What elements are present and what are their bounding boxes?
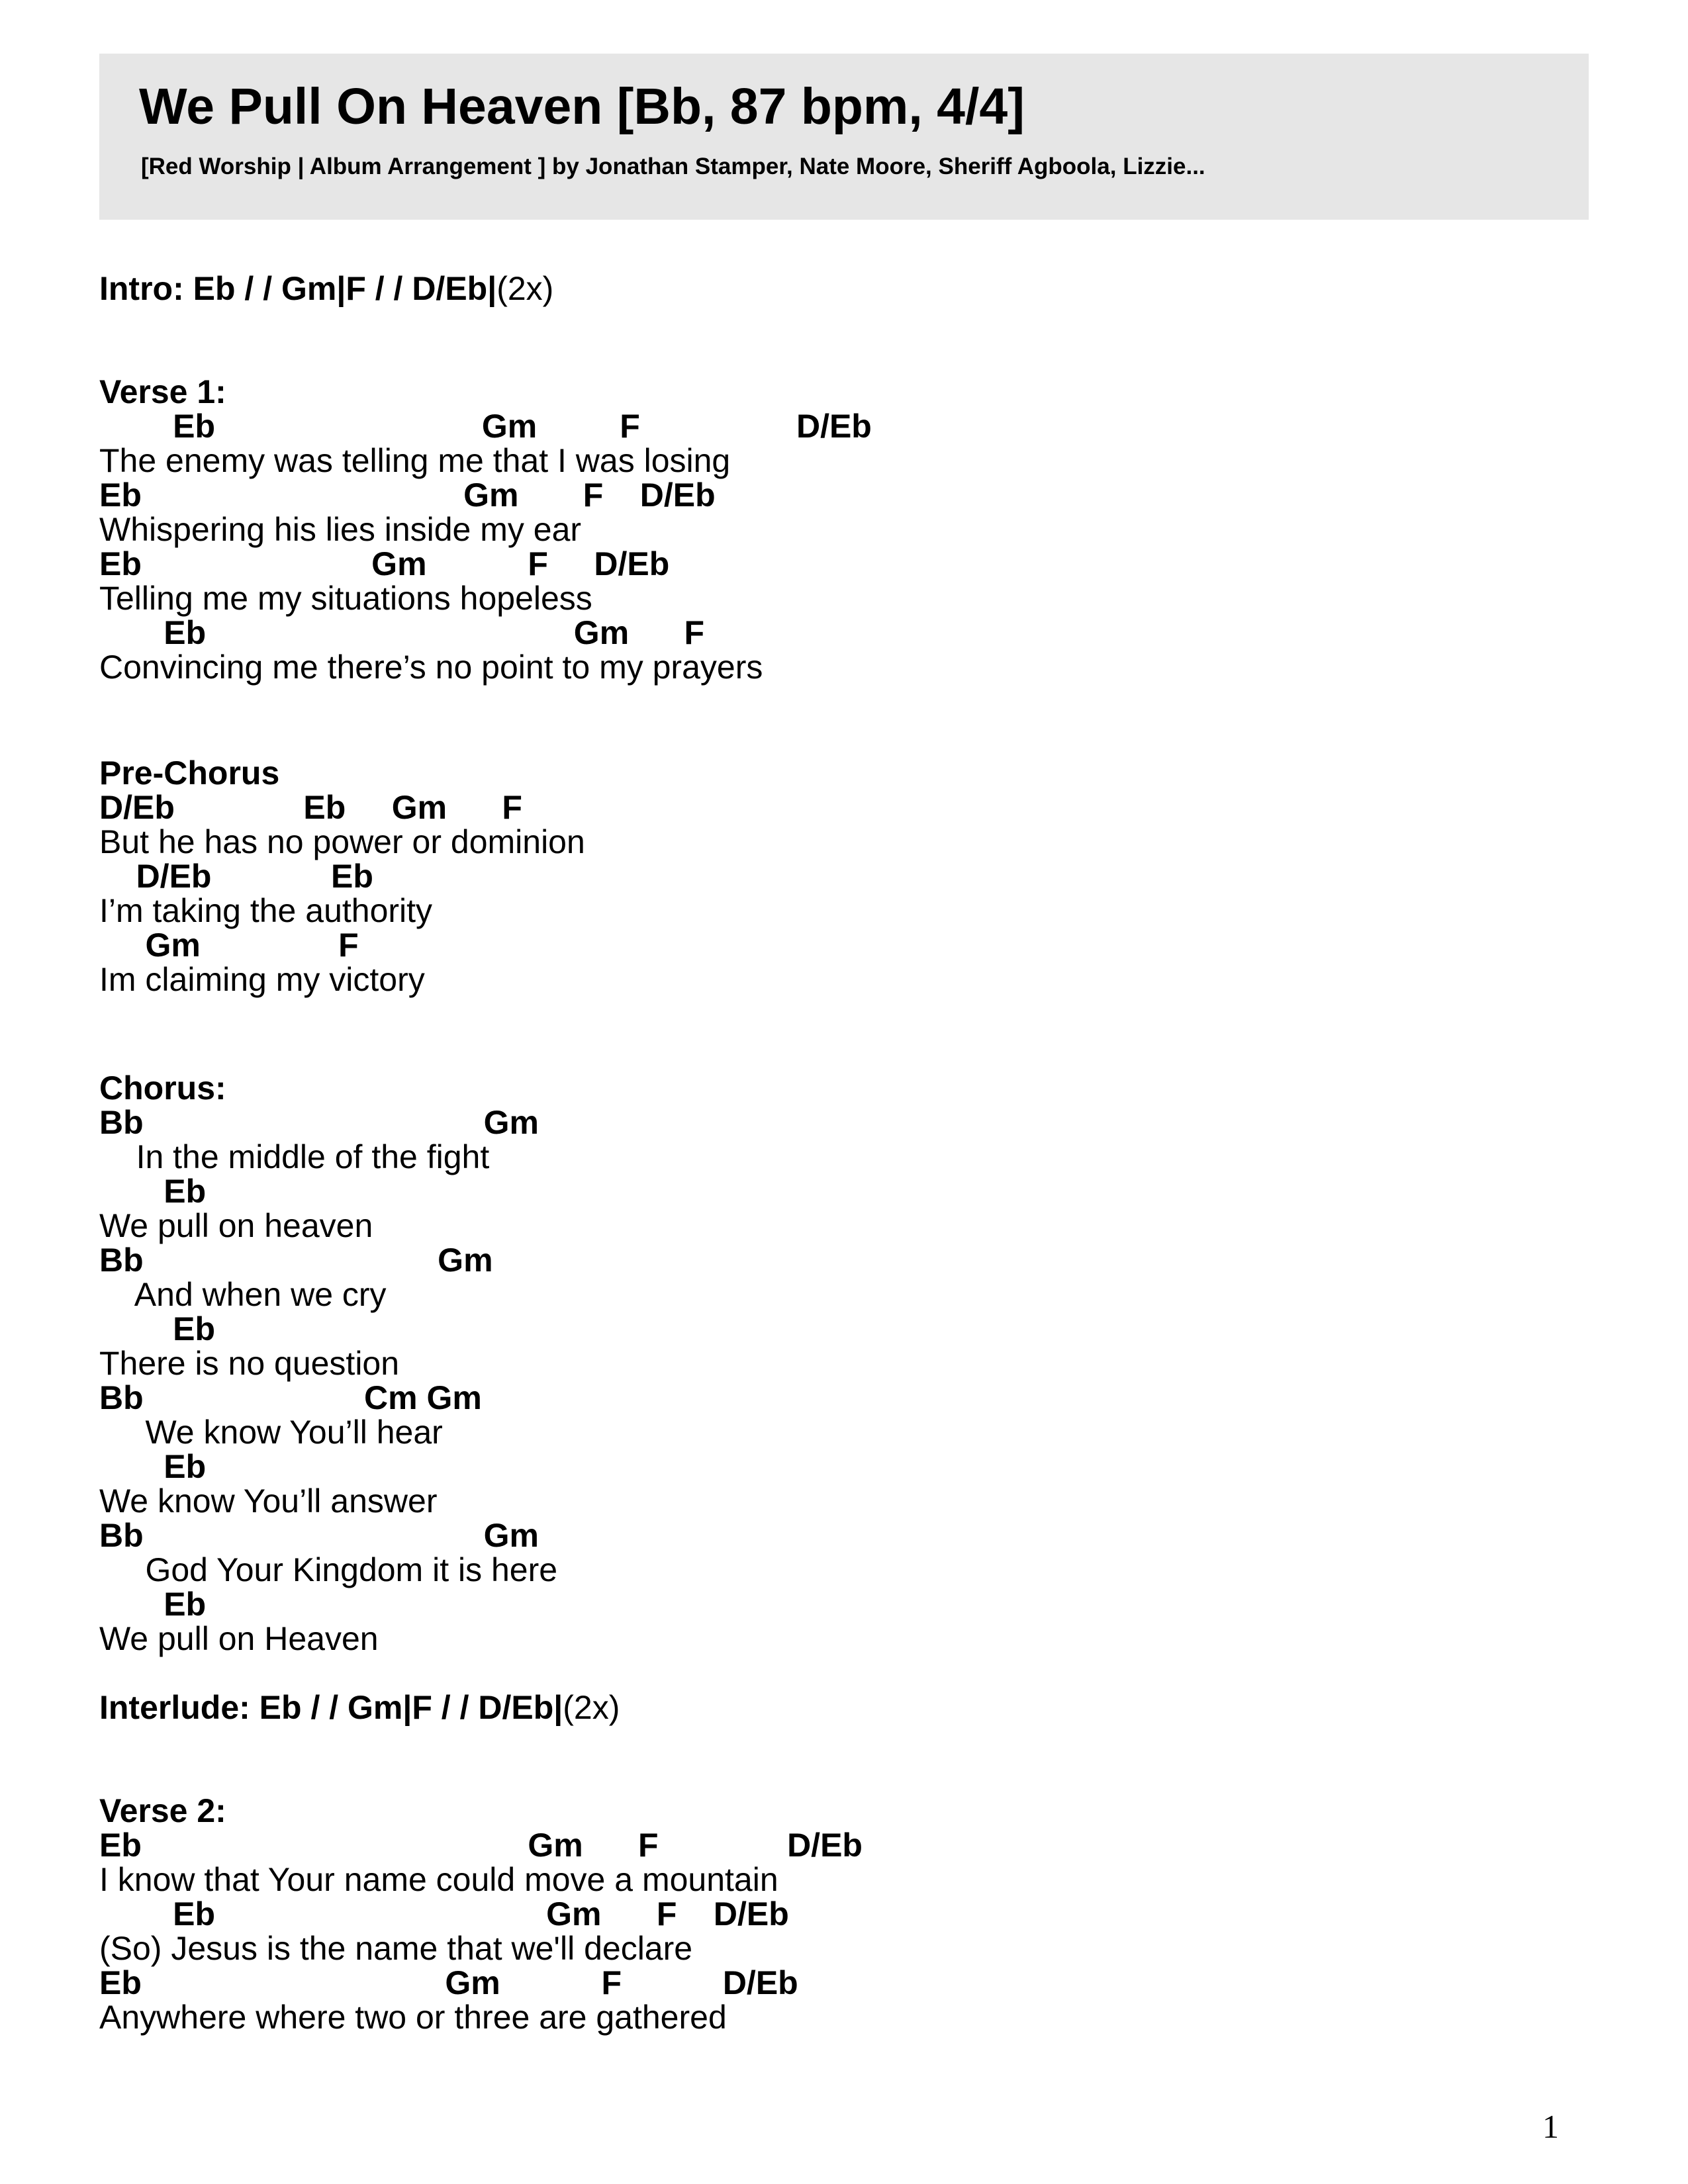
song-header-box	[99, 54, 1589, 220]
label-line-line	[99, 1690, 872, 1725]
chord-line: Eb Gm F D/Eb	[99, 1964, 798, 2001]
header-line: Verse 2:	[99, 1792, 226, 1829]
chord-line: Eb	[99, 1586, 207, 1623]
chord-line: Eb Gm F	[99, 614, 705, 651]
chord-line: D/Eb Eb Gm F	[99, 789, 522, 826]
section-label-chords: Interlude: Eb / / Gm|F / / D/Eb|	[99, 1689, 563, 1726]
chord-line: Eb	[99, 1310, 216, 1347]
song-subtitle: [Red Worship | Album Arrangement ] by Jonathan Stamper, Nate Moore, Sheriff Agboola, Lizzie...	[141, 154, 1205, 179]
label-line-line	[99, 271, 872, 306]
chord-line: Eb Gm F D/Eb	[99, 1895, 789, 1933]
song-body	[99, 271, 872, 2034]
lyric-line: We pull on heaven	[99, 1207, 373, 1244]
chord-line: Eb Gm F D/Eb	[99, 477, 716, 514]
repeat-count: (2x)	[496, 270, 554, 307]
section-pre-chorus	[99, 756, 872, 997]
lyric-line: Convincing me there’s no point to my prayers	[99, 649, 763, 686]
section-label-chords: Intro: Eb / / Gm|F / / D/Eb|	[99, 270, 497, 307]
section-verse-2	[99, 1794, 872, 2034]
lyric-line: And when we cry	[99, 1276, 387, 1313]
lyric-line: God Your Kingdom it is here	[99, 1551, 558, 1588]
header-line: Verse 1:	[99, 373, 226, 410]
chord-line: Eb	[99, 1448, 207, 1485]
chord-line: Bb Gm	[99, 1242, 493, 1279]
lyric-line: The enemy was telling me that I was losing	[99, 442, 731, 479]
lyric-line: We know You’ll answer	[99, 1482, 438, 1520]
section-verse-1	[99, 375, 872, 684]
lyric-line: (So) Jesus is the name that we'll declare	[99, 1930, 693, 1967]
lyric-line: Telling me my situations hopeless	[99, 580, 592, 617]
lyric-line: We pull on Heaven	[99, 1620, 379, 1657]
repeat-count: (2x)	[563, 1689, 620, 1726]
section-intro	[99, 271, 872, 306]
lyric-line: I know that Your name could move a mountain	[99, 1861, 778, 1898]
section-chorus	[99, 1071, 872, 1656]
lyric-line: We know You’ll hear	[99, 1414, 443, 1451]
section-interlude	[99, 1690, 872, 1725]
lyric-line: There is no question	[99, 1345, 400, 1382]
song-title: We Pull On Heaven [Bb, 87 bpm, 4/4]	[139, 78, 1025, 135]
chord-line: Eb Gm F D/Eb	[99, 1827, 863, 1864]
lyric-line: I’m taking the authority	[99, 892, 433, 929]
lyric-line: But he has no power or dominion	[99, 823, 585, 860]
chord-line: Bb Gm	[99, 1104, 539, 1141]
chord-line: Eb	[99, 1173, 207, 1210]
header-line: Chorus:	[99, 1069, 226, 1107]
chord-line: Bb Gm	[99, 1517, 539, 1554]
chord-line: D/Eb Eb	[99, 858, 373, 895]
page-number: 1	[1542, 2108, 1559, 2145]
lyric-line: Anywhere where two or three are gathered	[99, 1999, 727, 2036]
chord-line: Eb Gm F D/Eb	[99, 408, 872, 445]
chord-line: Gm F	[99, 927, 359, 964]
chord-line: Bb Cm Gm	[99, 1379, 482, 1416]
lyric-line: Whispering his lies inside my ear	[99, 511, 582, 548]
lyric-line: Im claiming my victory	[99, 961, 425, 998]
chord-line: Eb Gm F D/Eb	[99, 545, 670, 582]
lyric-line: In the middle of the fight	[99, 1138, 490, 1175]
header-line: Pre-Chorus	[99, 754, 280, 792]
